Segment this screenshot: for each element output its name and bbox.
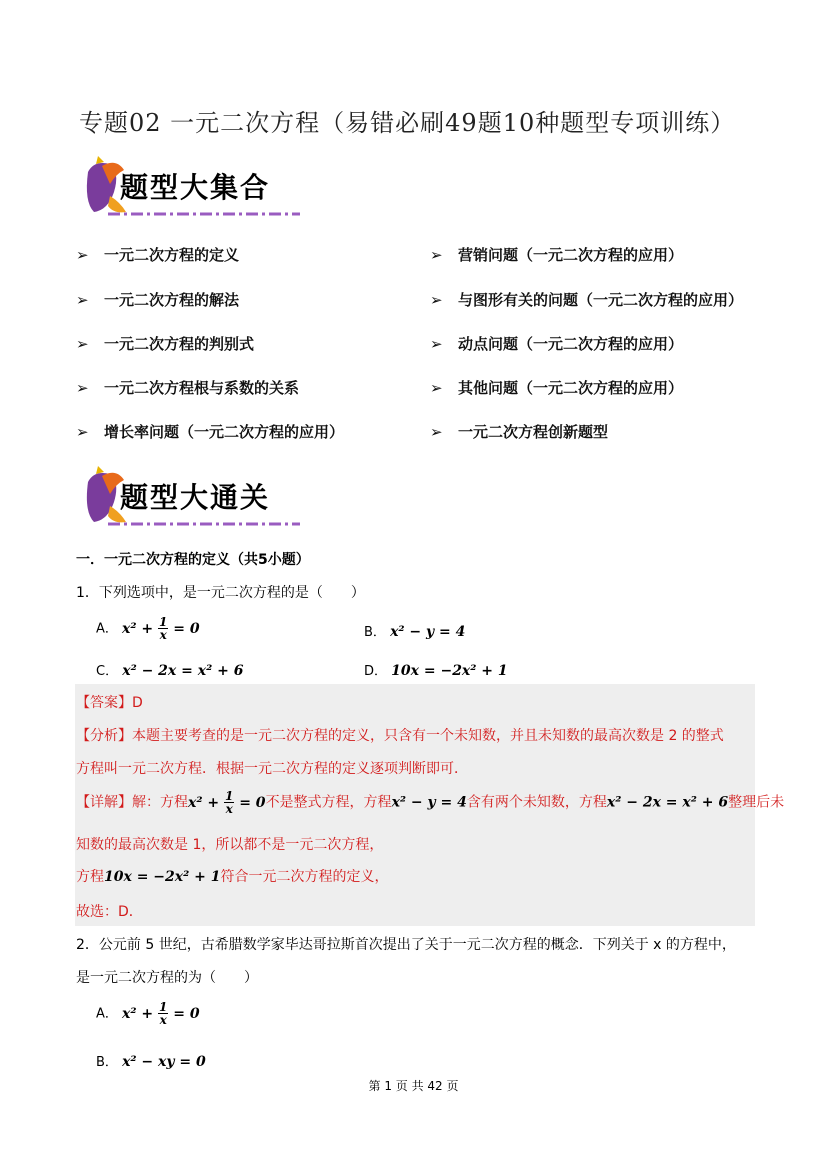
toc-item-right-1: ➢ 营销问题（一元二次方程的应用） — [430, 246, 684, 264]
detail-line-3: 方程10x = −2x² + 1符合一元二次方程的定义， — [76, 869, 389, 885]
arrow-right-icon: ➢ — [76, 335, 89, 353]
q2-option-b: B． x² − xy = 0 — [96, 1054, 206, 1070]
option-b: B． x² − y = 4 — [364, 624, 466, 640]
arrow-right-icon: ➢ — [76, 379, 89, 397]
toc-item-left-3: ➢ 一元二次方程的判别式 — [76, 335, 255, 353]
page-footer: 第 1 页 共 42 页 — [368, 1079, 459, 1093]
arrow-right-icon: ➢ — [430, 335, 443, 353]
arrow-right-icon: ➢ — [430, 291, 443, 309]
option-a: A． x² + $\frac{1}{x}$ = 0 — [96, 615, 200, 642]
question-2-stem-line-1: 2．公元前 5 世纪，古希腊数学家毕达哥拉斯首次提出了关于一元二次方程的概念．下列关于 x 的方程中， — [76, 937, 736, 953]
q2-option-a: A． x² + $\frac{1}{x}$ = 0 — [96, 1000, 200, 1027]
banner-topic-practice — [80, 462, 310, 532]
arrow-right-icon: ➢ — [76, 423, 89, 441]
toc-item-right-2: ➢ 与图形有关的问题（一元二次方程的应用） — [430, 291, 744, 309]
analysis-line-2: 方程叫一元二次方程．根据一元二次方程的定义逐项判断即可． — [76, 761, 468, 777]
analysis-line-1: 【分析】本题主要考查的是一元二次方程的定义，只含有一个未知数，并且未知数的最高次数是 2 的整式 — [76, 728, 724, 744]
arrow-right-icon: ➢ — [430, 246, 443, 264]
section-heading: 一．一元二次方程的定义（共5小题） — [76, 552, 310, 568]
toc-item-right-5: ➢ 一元二次方程创新题型 — [430, 423, 609, 441]
question-2-stem-line-2: 是一元二次方程的为（ ） — [76, 970, 258, 986]
toc-item-left-5: ➢ 增长率问题（一元二次方程的应用） — [76, 423, 345, 441]
arrow-right-icon: ➢ — [430, 379, 443, 397]
toc-item-left-1: ➢ 一元二次方程的定义 — [76, 246, 240, 264]
option-c: C． x² − 2x = x² + 6 — [96, 663, 244, 679]
banner-title: 题型大集合 — [120, 171, 271, 204]
arrow-right-icon: ➢ — [76, 291, 89, 309]
detail-line-4: 故选：D． — [76, 904, 143, 920]
arrow-right-icon: ➢ — [76, 246, 89, 264]
arrow-right-icon: ➢ — [430, 423, 443, 441]
toc-item-left-4: ➢ 一元二次方程根与系数的关系 — [76, 379, 300, 397]
banner-topic-collection — [80, 152, 310, 222]
page-title: 专题02 一元二次方程（易错必刷49题10种题型专项训练） — [79, 109, 736, 137]
toc-item-right-3: ➢ 动点问题（一元二次方程的应用） — [430, 335, 684, 353]
question-1-stem: 1．下列选项中，是一元二次方程的是（ ） — [76, 585, 365, 601]
toc-item-left-2: ➢ 一元二次方程的解法 — [76, 291, 240, 309]
banner-title: 题型大通关 — [120, 481, 271, 514]
option-d: D． 10x = −2x² + 1 — [364, 663, 508, 679]
detail-line-1: 【详解】解：方程x² + $\frac{1}{x}$ = 0不是整式方程，方程x² − y = 4含有两个未知数，方程x² − 2x = x² + 6整理后未 — [76, 789, 785, 816]
toc-item-right-4: ➢ 其他问题（一元二次方程的应用） — [430, 379, 684, 397]
answer-line: 【答案】D — [76, 695, 143, 711]
detail-line-2: 知数的最高次数是 1，所以都不是一元二次方程， — [76, 837, 384, 853]
